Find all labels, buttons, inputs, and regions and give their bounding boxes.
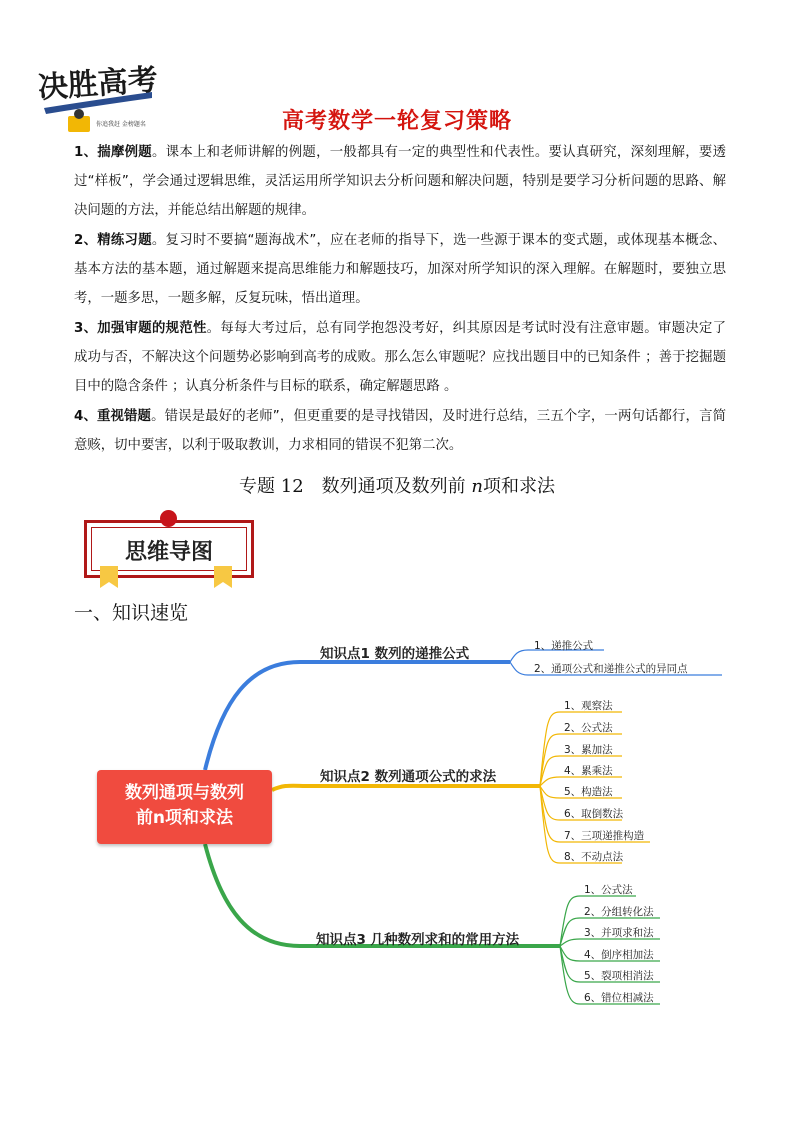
mindmap-leaf: 7、三项递推构造	[564, 830, 645, 842]
strategy-text: 。错误是最好的老师”，但更重要的是寻找错因，及时进行总结，三五个字，一两句话都行，言简意赅，切中要害，以利于吸取教训，力求相同的错误不犯第二次。	[74, 409, 726, 453]
topic-prefix: 专题 12 数列通项及数列前	[239, 476, 472, 497]
strategy-text: 。课本上和老师讲解的例题，一般都具有一定的典型性和代表性。要认真研究，深刻理解，要透过“样板”，学会通过逻辑思维，灵活运用所学知识去分析问题和解决问题，特别是要学习分析问题的思路、解决问题的方法，并能总结出解题的规律。	[74, 145, 727, 218]
strategy-heading: 4、重视错题	[74, 409, 152, 424]
mindmap-leaf: 1、观察法	[564, 700, 613, 712]
branch-2-label: 知识点2 数列通项公式的求法	[320, 769, 497, 785]
topic-heading	[0, 472, 794, 498]
branch-1-label: 知识点1 数列的递推公式	[320, 646, 470, 662]
mindmap-leaf: 4、倒序相加法	[584, 949, 654, 961]
section-heading: 一、知识速览	[74, 602, 189, 624]
logo-subtext: 你追我赶 金榜题名	[96, 121, 146, 128]
mindmap-leaf: 2、通项公式和递推公式的异同点	[534, 663, 688, 675]
badge-ribbons	[96, 566, 236, 590]
mindmap-center-node	[97, 770, 272, 844]
center-line-1: 数列通项与数列	[125, 783, 244, 803]
mindmap-leaf: 6、取倒数法	[564, 808, 624, 820]
strategy-paragraph-1	[74, 138, 726, 225]
mindmap-leaf: 5、构造法	[564, 786, 613, 798]
mindmap-leaf: 3、累加法	[564, 744, 613, 756]
logo-text: 决胜高考	[36, 62, 159, 106]
mindmap-leaf: 2、公式法	[564, 722, 613, 734]
mindmap-leaf: 4、累乘法	[564, 765, 613, 777]
branch-2-connector	[272, 786, 540, 790]
mindmap-leaf: 1、递推公式	[534, 640, 594, 652]
strategy-text: 。复习时不要搞“题海战术”，应在老师的指导下，选一些源于课本的变式题，或体现基本概念、基本方法的基本题，通过解题来提高思维能力和解题技巧，加深对所学知识的深入理解。在解题时，要独立思考，一题多思，一题多解，反复玩味，悟出道理。	[74, 233, 726, 306]
branch-1-connector	[205, 662, 510, 770]
strategy-paragraph-3	[74, 314, 726, 401]
strategy-heading: 2、精练习题	[74, 233, 152, 248]
topic-variable: n	[471, 476, 483, 497]
strategy-heading: 3、加强审题的规范性	[74, 321, 207, 336]
mindmap-leaf: 1、公式法	[584, 884, 633, 896]
badge-label: 思维导图	[124, 540, 213, 565]
mindmap-leaf: 5、裂项相消法	[584, 970, 654, 982]
center-line-2: 前n项和求法	[135, 808, 234, 828]
topic-suffix: 项和求法	[482, 476, 555, 497]
mindmap-leaf: 2、分组转化法	[584, 906, 654, 918]
mindmap-leaf: 8、不动点法	[564, 851, 624, 863]
strategy-text: 。每每大考过后，总有同学抱怨没考好，纠其原因是考试时没有注意审题。审题决定了成功与否，不解决这个问题势必影响到高考的成败。那么怎么审题呢？应找出题目中的已知条件 ；善于挖掘题目中的隐含条件 ；认真分析条件与目标的联系，确定解题思路 。	[74, 321, 726, 394]
page-title: 高考数学一轮复习策略	[281, 109, 512, 134]
badge-pin-icon	[160, 510, 177, 527]
strategy-paragraph-2	[74, 226, 726, 313]
mindmap-leaf: 3、并项求和法	[584, 927, 654, 939]
mindmap-leaf: 6、错位相减法	[584, 992, 654, 1004]
strategy-paragraph-4	[74, 402, 726, 460]
branch-3-label: 知识点3 几种数列求和的常用方法	[316, 932, 520, 948]
strategy-heading: 1、揣摩例题	[74, 145, 152, 160]
